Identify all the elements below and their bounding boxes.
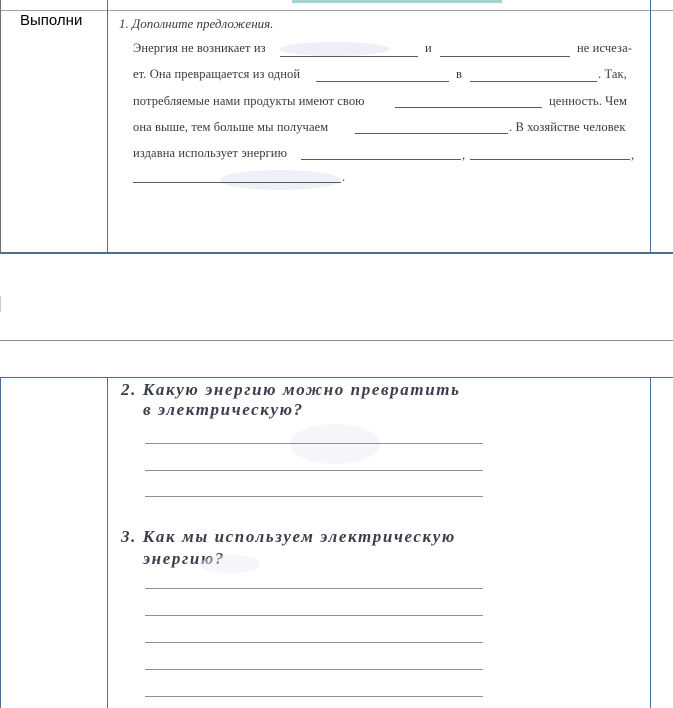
ink-smudge (280, 42, 390, 56)
page-separator (0, 340, 673, 341)
question-2-line2: в электрическую? (143, 400, 304, 419)
answer-line[interactable] (145, 443, 483, 444)
sentence-text: ет. Она превращается из одной (133, 67, 301, 81)
ink-smudge (290, 424, 380, 464)
answer-line[interactable] (145, 470, 483, 471)
sentence-text: , (631, 148, 635, 162)
table2-right-border (650, 377, 651, 708)
answer-line[interactable] (145, 669, 483, 670)
fill-blank[interactable] (355, 133, 508, 134)
fill-blank[interactable] (316, 81, 449, 82)
sentence-text: Энергия не возникает из (133, 41, 266, 55)
task-label: Выполни (20, 12, 83, 29)
answer-line[interactable] (145, 588, 483, 589)
sentence-text: ценность. Чем (549, 94, 628, 108)
fill-blank[interactable] (301, 159, 461, 160)
fill-blank[interactable] (133, 182, 341, 183)
table-divider (107, 0, 108, 254)
ink-smudge (200, 555, 260, 573)
exercise-1-title: 1. Дополните предложения. (119, 16, 274, 31)
sentence-text: она выше, тем больше мы получаем (133, 120, 329, 134)
fill-blank[interactable] (470, 159, 630, 160)
table2-left-border (0, 377, 1, 708)
table-top-border (0, 10, 673, 11)
sentence-text: , (462, 148, 466, 162)
sentence-text: . Так, (598, 67, 627, 81)
table-left-border (0, 0, 1, 254)
sentence-text: в (456, 67, 463, 81)
table2-divider (107, 377, 108, 708)
ink-smudge (220, 170, 340, 190)
fill-blank[interactable] (280, 56, 418, 57)
fill-blank[interactable] (395, 107, 542, 108)
question-3-line1: 3. Как мы используем электрическую (121, 527, 456, 546)
stray-mark (0, 296, 1, 312)
sentence-text: . В хозяйстве человек (509, 120, 626, 134)
answer-line[interactable] (145, 642, 483, 643)
sentence-text: потребляемые нами продукты имеют свою (133, 94, 365, 108)
answer-line[interactable] (145, 496, 483, 497)
table-right-border (650, 0, 651, 254)
sentence-text: не исчеза- (577, 41, 632, 55)
sentence-text: и (425, 41, 432, 55)
table-bottom-border (0, 252, 673, 254)
fill-blank[interactable] (470, 81, 597, 82)
sentence-text: . (342, 170, 346, 184)
fill-blank[interactable] (440, 56, 570, 57)
answer-line[interactable] (145, 615, 483, 616)
decorative-teal-strip (292, 0, 502, 3)
sentence-text: издавна использует энергию (133, 146, 288, 160)
question-2-line1: 2. Какую энергию можно превратить (121, 380, 461, 399)
answer-line[interactable] (145, 696, 483, 697)
question-3-line2: энергию? (143, 549, 225, 568)
table2-top-border (0, 377, 673, 378)
